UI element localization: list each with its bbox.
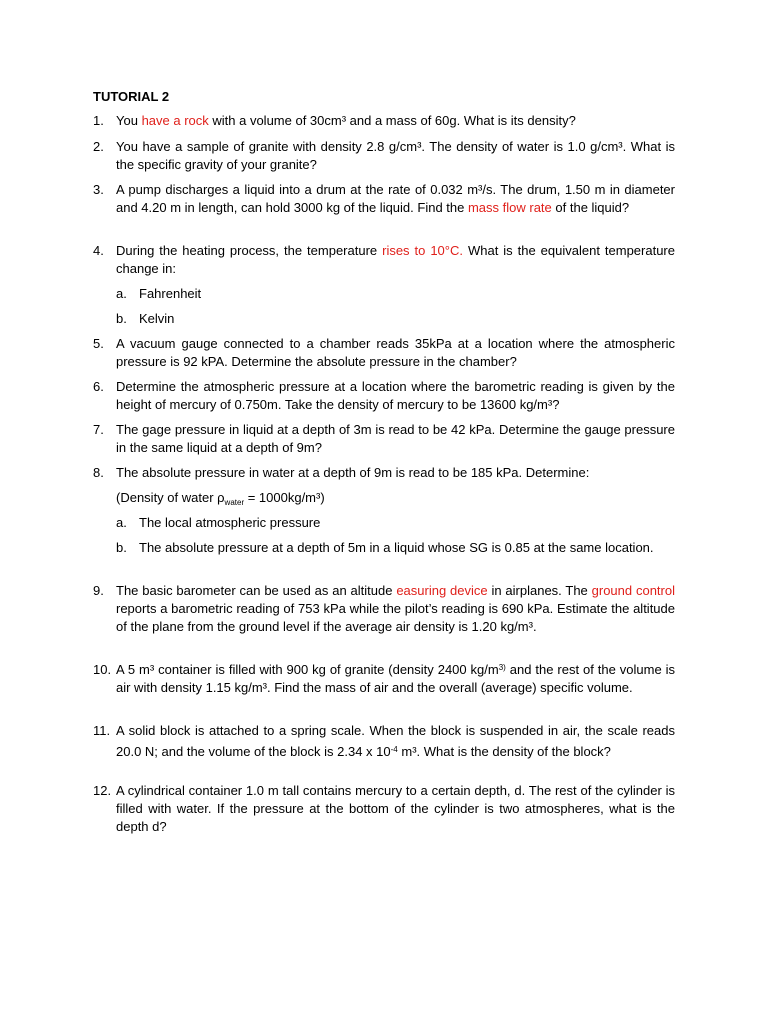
question-text: Determine the atmospheric pressure at a location where the barometric reading is given by the height of mercury of 0.750m. Take the density of mercury to be 13600 kg/m³? [116,379,675,412]
question-number: 11. [93,723,111,738]
question-9 [93,582,675,636]
question-7 [93,421,675,457]
question-number: 9. [93,583,104,598]
question-number: 8. [93,465,104,480]
question-text [116,661,675,697]
question-8 [93,464,675,482]
question-12 [93,782,675,836]
question-5 [93,335,675,371]
sub-item-text: The local atmospheric pressure [139,515,321,530]
density-note-text [116,489,675,507]
text-part: A solid block is attached to a spring scale. When the block is suspended in air, the scale reads 20.0 N; and the volume of the block is 2.34 x 10 [116,723,675,759]
highlighted-text: easuring device [396,583,488,598]
text-part: (Density of water ρ [116,490,225,505]
highlighted-text: mass flow rate [467,200,552,215]
question-text [116,181,675,217]
question-text [116,112,675,130]
superscript: 3) [498,663,506,672]
question-3 [93,181,675,217]
question-6 [93,378,675,414]
highlighted-text: rises to 10°C. [382,243,463,258]
question-text [116,242,675,278]
question-number: 10. [93,662,112,677]
question-text: The gage pressure in liquid at a depth of 3m is read to be 42 kPa. Determine the gauge pressure in the same liquid at a depth of 9m? [116,422,675,455]
sub-item-text: The absolute pressure at a depth of 5m in a liquid whose SG is 0.85 at the same location. [139,540,654,555]
sub-item-text: Fahrenheit [139,286,202,301]
question-text: A vacuum gauge connected to a chamber reads 35kPa at a location where the atmospheric pressure is 92 kPA. Determine the absolute pressure in the chamber? [116,336,675,369]
question-number: 4. [93,243,104,258]
text-part: = 1000kg/m³) [244,490,325,505]
highlighted-text: ground control [591,583,675,598]
text-part: m³. What is the density of the block? [397,744,611,759]
question-text [116,720,675,762]
question-text [116,582,675,636]
question-10 [93,661,675,697]
superscript: -4 [390,745,398,754]
text-part: with a volume of 30cm³ and a mass of 60g. What is its density? [208,113,576,128]
sub-item-text: Kelvin [139,311,175,326]
text-part: A 5 m³ container is filled with 900 kg of granite (density 2400 kg/m [116,662,499,677]
question-11 [93,720,675,762]
text-part: You [116,113,142,128]
question-number: 6. [93,379,104,394]
sub-item-letter: b. [116,540,127,555]
question-1 [93,112,675,130]
sub-item-b [116,310,675,328]
sub-item-a [116,285,675,303]
question-number: 7. [93,422,104,437]
text-part: During the heating process, the temperature [116,243,383,258]
highlighted-text: have a rock [141,113,209,128]
text-part: A pump discharges a liquid into a drum at the rate of 0.032 m³/s. The drum, 1.50 m in diameter and 4.20 m in length, can hold 3000 kg of the liquid. Find the [116,182,675,215]
question-number: 5. [93,336,104,351]
question-number: 3. [93,182,104,197]
question-text: You have a sample of granite with density 2.8 g/cm³. The density of water is 1.0 g/cm³. What is the specific gravity of your granite? [116,139,675,172]
text-part: of the liquid? [551,200,630,215]
sub-item-letter: b. [116,311,127,326]
page-title: TUTORIAL 2 [93,89,170,104]
question-text: A cylindrical container 1.0 m tall contains mercury to a certain depth, d. The rest of the cylinder is filled with water. If the pressure at the bottom of the cylinder is two atmospheres, what is the depth d? [116,783,675,834]
text-part: in airplanes. The [487,583,592,598]
subscript: water [224,498,245,507]
text-part: and the rest of the volume is air with density 1.15 kg/m³. Find the mass of air and the overall (average) specific volume. [116,662,675,695]
text-part: reports a barometric reading of 753 kPa while the pilot’s reading is 690 kPa. Estimate the altitude of the plane from the ground level if the average air density is 1.20 kg/m³. [116,601,675,634]
question-number: 1. [93,113,104,128]
sub-item-letter: a. [116,286,127,301]
text-part: The basic barometer can be used as an altitude [116,583,397,598]
question-number: 2. [93,139,104,154]
sub-item-b [116,539,675,557]
question-text: The absolute pressure in water at a depth of 9m is read to be 185 kPa. Determine: [116,465,590,480]
text-part: What is the equivalent temperature change in: [116,243,675,276]
density-note [116,489,675,507]
question-4 [93,242,675,278]
question-2 [93,138,675,174]
sub-item-a [116,514,675,532]
sub-item-letter: a. [116,515,127,530]
question-number: 12. [93,783,112,798]
